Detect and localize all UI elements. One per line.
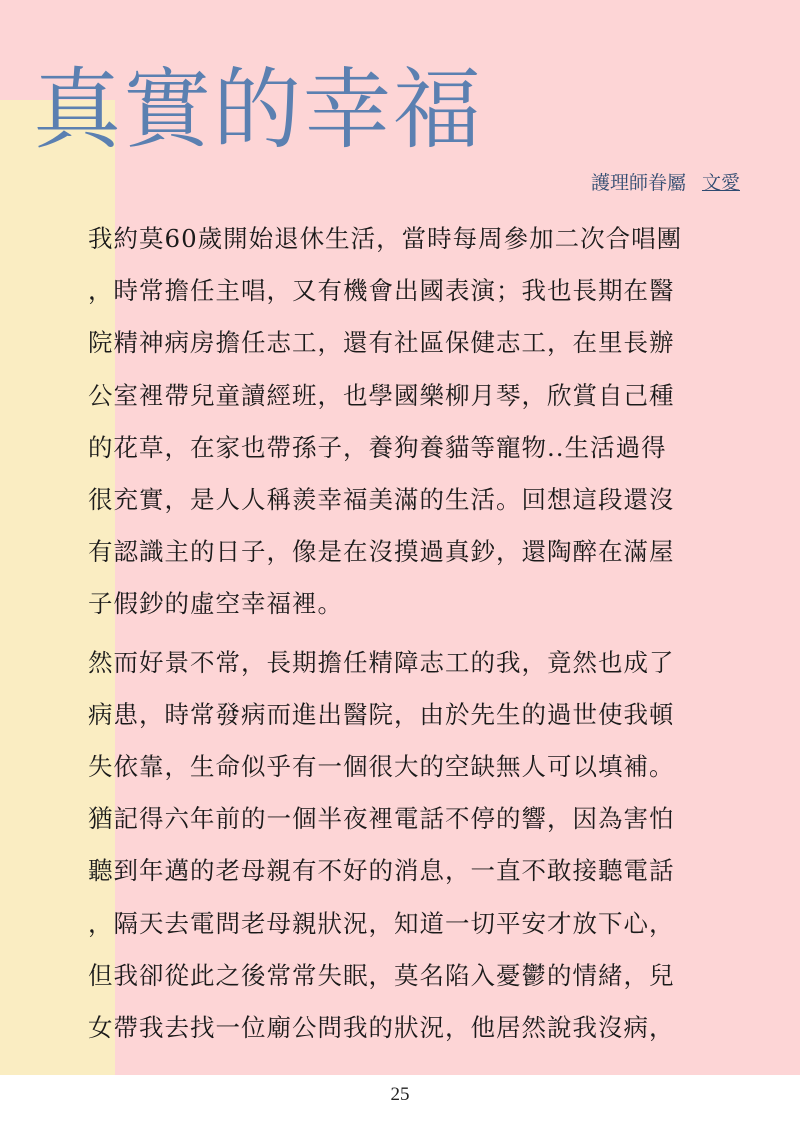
author-role: 護理師眷屬 <box>590 172 686 194</box>
article-title: 真實的幸福 <box>33 58 484 161</box>
text-line: 失依靠，生命似乎有一個很大的空缺無人可以填補。 <box>88 752 675 782</box>
text-line: 女帶我去找一位廟公問我的狀況，他居然說我沒病， <box>88 1013 675 1043</box>
text-line: ，時常擔任主唱，又有機會出國表演；我也長期在醫 <box>88 276 675 306</box>
text-line: 的花草，在家也帶孫子，養狗養貓等寵物..生活過得 <box>88 432 667 462</box>
text-line: 我約莫60歲開始退休生活，當時每周參加二次合唱團 <box>88 224 683 253</box>
paragraph-2 <box>88 637 748 1055</box>
author-name: 文愛 <box>701 172 740 194</box>
text-line: 病患，時常發病而進出醫院，由於先生的過世使我頓 <box>88 699 675 729</box>
article-body <box>88 213 748 1054</box>
text-line: 院精神病房擔任志工，還有社區保健志工，在里長辦 <box>88 328 675 358</box>
text-line: 子假鈔的虛空幸福裡。 <box>88 589 343 619</box>
text-line: 很充實，是人人稱羨幸福美滿的生活。回想這段還沒 <box>88 485 675 515</box>
text-line: 但我卻從此之後常常失眠，莫名陷入憂鬱的情緒，兒 <box>88 960 675 990</box>
text-line: 然而好景不常，長期擔任精障志工的我，竟然也成了 <box>88 647 675 677</box>
text-line: ，隔天去電問老母親狀況，知道一切平安才放下心， <box>88 908 675 938</box>
page-number: 25 <box>390 1084 410 1105</box>
text-line: 公室裡帶兒童讀經班，也學國樂柳月琴，欣賞自己種 <box>88 380 675 410</box>
text-line: 猶記得六年前的一個半夜裡電話不停的響，因為害怕 <box>88 804 675 834</box>
author-byline <box>591 168 740 195</box>
text-line: 聽到年邁的老母親有不好的消息，一直不敢接聽電話 <box>88 856 675 886</box>
paragraph-1 <box>88 213 748 631</box>
text-line: 有認識主的日子，像是在沒摸過真鈔，還陶醉在滿屋 <box>88 537 675 567</box>
